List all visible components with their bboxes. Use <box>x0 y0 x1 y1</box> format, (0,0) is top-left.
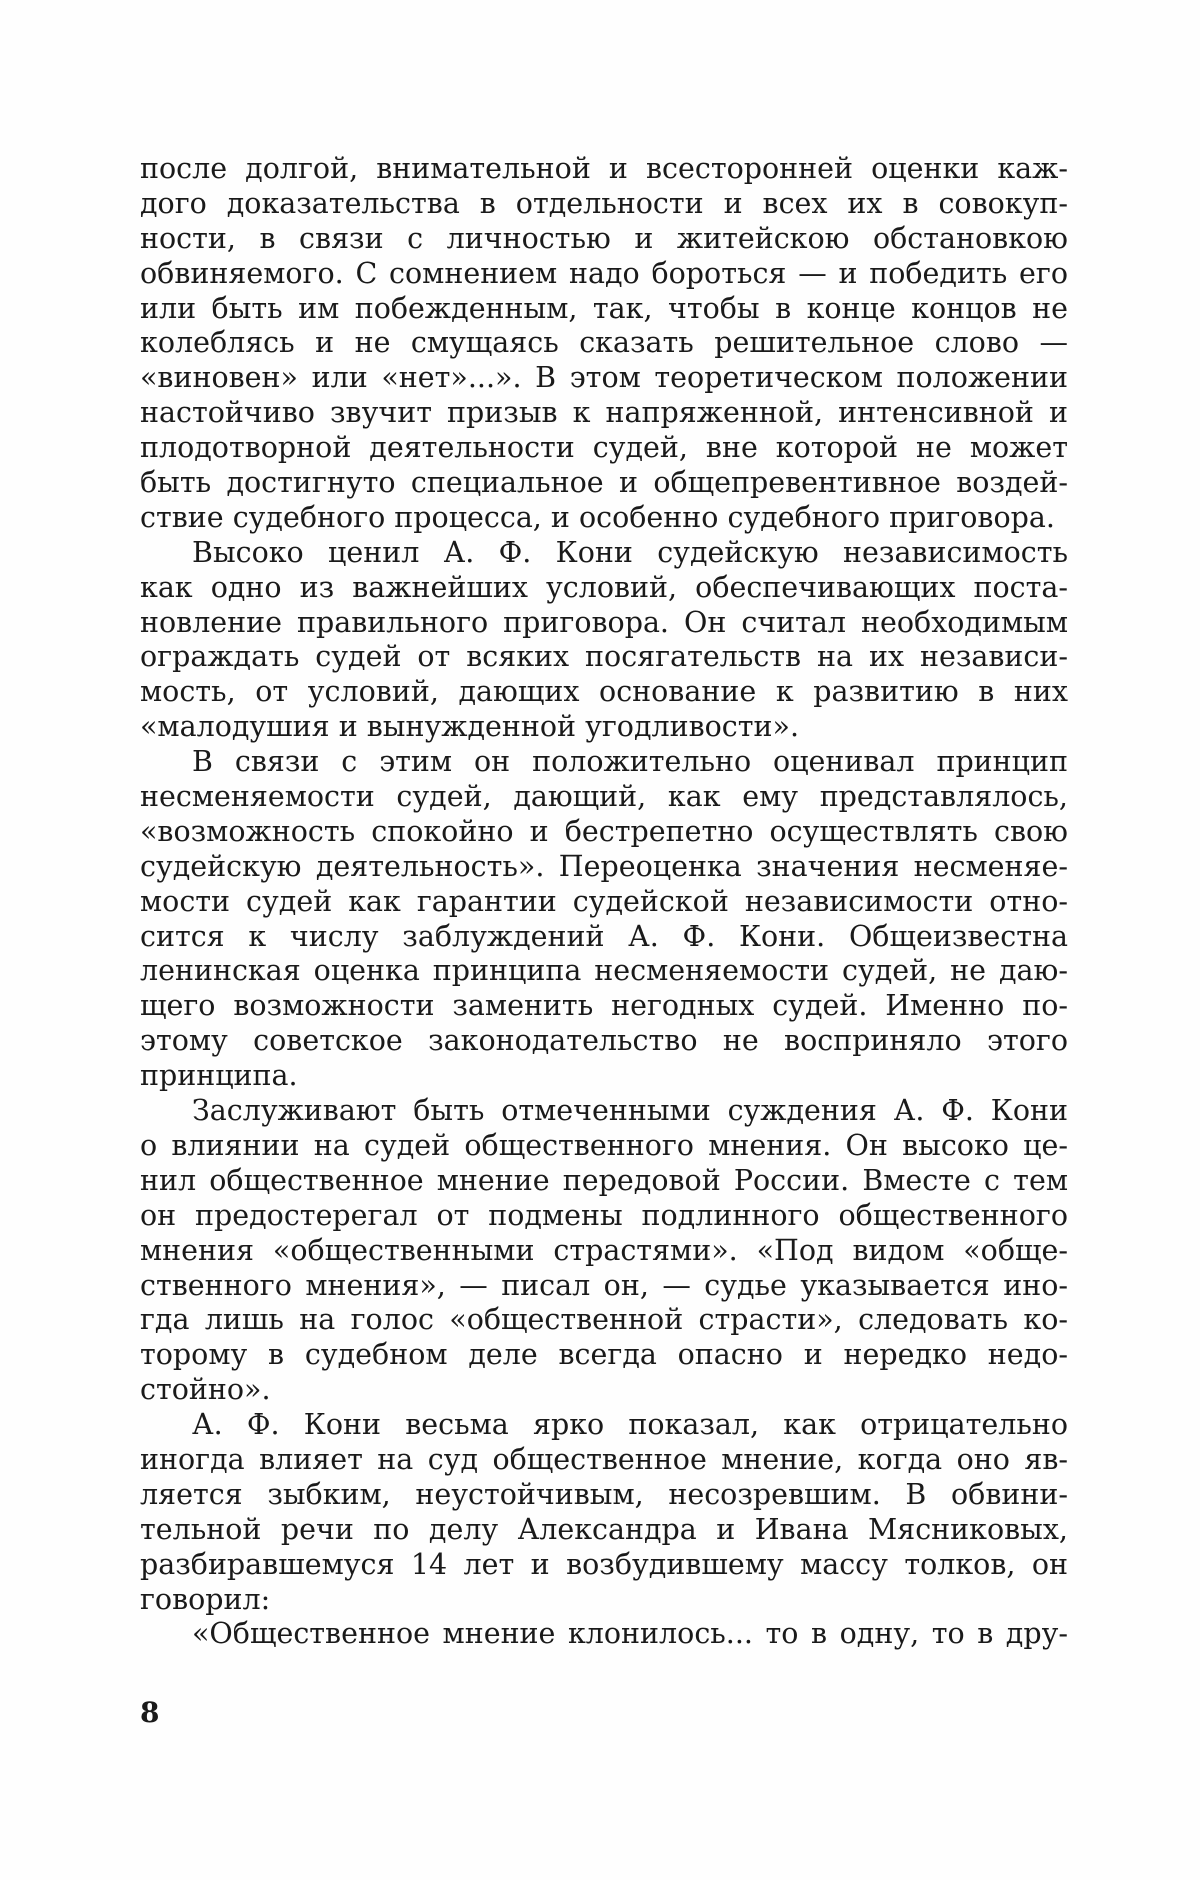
text-line: настойчиво звучит призыв к напряженной, интенсивной и <box>140 396 1068 431</box>
text-line: стойно». <box>140 1373 1068 1408</box>
text-line: «возможность спокойно и бестрепетно осуществлять свою <box>140 815 1068 850</box>
paragraph-p6 <box>140 1617 1068 1652</box>
text-line: говорил: <box>140 1583 1068 1618</box>
text-line: разбиравшемуся 14 лет и возбудившему массу толков, он <box>140 1548 1068 1583</box>
text-line: «виновен» или «нет»...». В этом теоретическом положении <box>140 361 1068 396</box>
text-line: он предостерегал от подмены подлинного общественного <box>140 1199 1068 1234</box>
text-line: несменяемости судей, дающий, как ему представлялось, <box>140 780 1068 815</box>
text-line: ленинская оценка принципа несменяемости судей, не даю- <box>140 954 1068 989</box>
paragraph-p5 <box>140 1408 1068 1617</box>
text-line: иногда влияет на суд общественное мнение, когда оно яв- <box>140 1443 1068 1478</box>
text-line: «Общественное мнение клонилось... то в одну, то в дру- <box>140 1617 1068 1652</box>
text-line: Заслуживают быть отмеченными суждения А. Ф. Кони <box>140 1094 1068 1129</box>
text-line: судейскую деятельность». Переоценка значения несменяе- <box>140 850 1068 885</box>
text-line: гда лишь на голос «общественной страсти», следовать ко- <box>140 1303 1068 1338</box>
text-line: ственного мнения», — писал он, — судье указывается ино- <box>140 1269 1068 1304</box>
text-line: как одно из важнейших условий, обеспечивающих поста- <box>140 571 1068 606</box>
body-text <box>140 152 1068 1652</box>
text-line: после долгой, внимательной и всесторонней оценки каж- <box>140 152 1068 187</box>
text-line: Высоко ценил А. Ф. Кони судейскую независимость <box>140 536 1068 571</box>
text-line: торому в судебном деле всегда опасно и нередко недо- <box>140 1338 1068 1373</box>
paragraph-p4 <box>140 1094 1068 1408</box>
text-line: «малодушия и вынужденной угодливости». <box>140 710 1068 745</box>
text-line: быть достигнуто специальное и общепревентивное воздей- <box>140 466 1068 501</box>
text-line: о влиянии на судей общественного мнения. Он высоко це- <box>140 1129 1068 1164</box>
text-line: новление правильного приговора. Он считал необходимым <box>140 606 1068 641</box>
text-line: тельной речи по делу Александра и Ивана Мясниковых, <box>140 1513 1068 1548</box>
text-line: ности, в связи с личностью и житейскою обстановкою <box>140 222 1068 257</box>
text-line: ствие судебного процесса, и особенно судебного приговора. <box>140 501 1068 536</box>
text-line: плодотворной деятельности судей, вне которой не может <box>140 431 1068 466</box>
text-line: В связи с этим он положительно оценивал принцип <box>140 745 1068 780</box>
book-page <box>0 0 1200 1880</box>
paragraph-p2 <box>140 536 1068 745</box>
text-line: мость, от условий, дающих основание к развитию в них <box>140 675 1068 710</box>
text-line: или быть им побежденным, так, чтобы в конце концов не <box>140 292 1068 327</box>
text-line: этому советское законодательство не восприняло этого <box>140 1024 1068 1059</box>
text-line: принципа. <box>140 1059 1068 1094</box>
page-number: 8 <box>140 1696 159 1729</box>
text-line: мнения «общественными страстями». «Под видом «обще- <box>140 1234 1068 1269</box>
text-line: колеблясь и не смущаясь сказать решительное слово — <box>140 326 1068 361</box>
paragraph-p3 <box>140 745 1068 1094</box>
text-line: А. Ф. Кони весьма ярко показал, как отрицательно <box>140 1408 1068 1443</box>
text-line: дого доказательства в отдельности и всех их в совокуп- <box>140 187 1068 222</box>
text-line: щего возможности заменить негодных судей. Именно по- <box>140 989 1068 1024</box>
paragraph-p1 <box>140 152 1068 536</box>
text-line: нил общественное мнение передовой России. Вместе с тем <box>140 1164 1068 1199</box>
text-line: сится к числу заблуждений А. Ф. Кони. Общеизвестна <box>140 920 1068 955</box>
text-line: ограждать судей от всяких посягательств на их независи- <box>140 640 1068 675</box>
text-line: мости судей как гарантии судейской независимости отно- <box>140 885 1068 920</box>
text-line: ляется зыбким, неустойчивым, несозревшим. В обвини- <box>140 1478 1068 1513</box>
text-line: обвиняемого. С сомнением надо бороться — и победить его <box>140 257 1068 292</box>
